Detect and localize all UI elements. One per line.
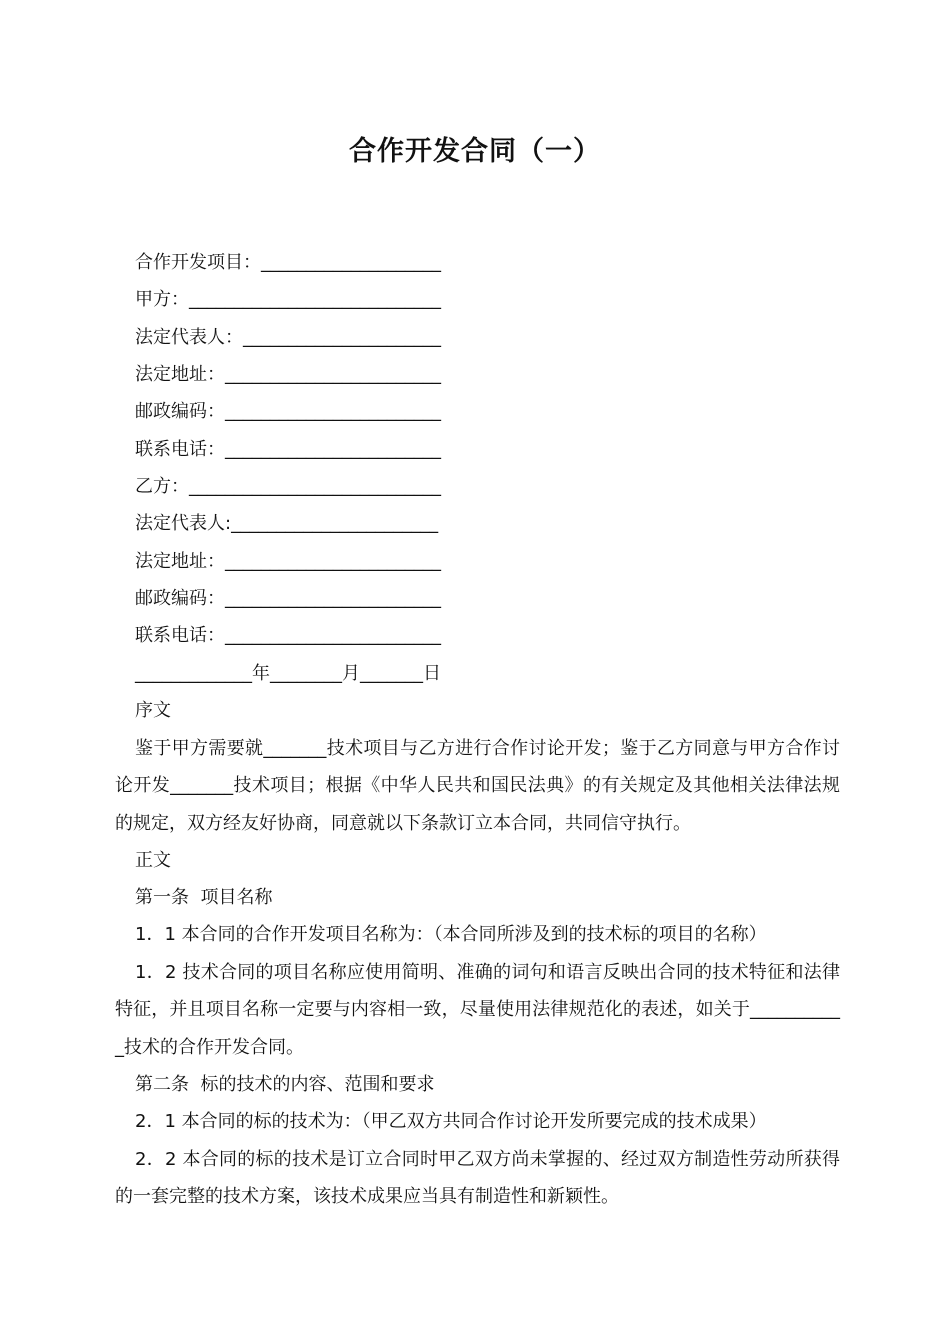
document-title: 合作开发合同（一） — [349, 136, 601, 167]
field-party-a-phone: 联系电话：________________________ — [135, 439, 441, 460]
article-1-heading: 第一条 项目名称 — [135, 887, 273, 908]
article-1-2: 1．2 技术合同的项目名称应使用简明、准确的词句和语言反映出合同的技术特征和法律特征，并且项目名称一定要与内容相一致，尽量使用法律规范化的表述，如关于___________技术的合作开发合同。 — [115, 962, 840, 1058]
field-project: 合作开发项目：____________________ — [135, 252, 441, 273]
article-2-1: 2．1 本合同的标的技术为：（甲乙双方共同合作讨论开发所要完成的技术成果） — [135, 1111, 767, 1132]
date-line: _____________年________月_______日 — [135, 663, 441, 684]
field-party-b-address: 法定地址：________________________ — [135, 551, 441, 572]
field-party-a-representative: 法定代表人：______________________ — [135, 327, 441, 348]
preface-paragraph: 鉴于甲方需要就_______技术项目与乙方进行合作讨论开发；鉴于乙方同意与甲方合作讨论开发_______技术项目；根据《中华人民共和国民法典》的有关规定及其他相关法律法规的规定，双方经友好协商，同意就以下条款订立本合同，共同信守执行。 — [115, 738, 840, 834]
field-party-a-address: 法定地址：________________________ — [135, 364, 441, 385]
article-2-2: 2．2 本合同的标的技术是订立合同时甲乙双方尚未掌握的、经过双方制造性劳动所获得的一套完整的技术方案，该技术成果应当具有制造性和新颖性。 — [115, 1149, 840, 1208]
article-1-1: 1．1 本合同的合作开发项目名称为：（本合同所涉及到的技术标的项目的名称） — [135, 924, 767, 945]
field-party-b: 乙方：____________________________ — [135, 476, 441, 497]
field-party-a: 甲方：____________________________ — [135, 289, 441, 310]
body-heading: 正文 — [135, 850, 171, 871]
field-party-b-phone: 联系电话：________________________ — [135, 625, 441, 646]
article-2-heading: 第二条 标的技术的内容、范围和要求 — [135, 1074, 435, 1095]
field-party-a-postcode: 邮政编码：________________________ — [135, 401, 441, 422]
field-party-b-representative: 法定代表人:_______________________ — [135, 513, 439, 534]
preface-heading: 序文 — [135, 700, 171, 721]
field-party-b-postcode: 邮政编码：________________________ — [135, 588, 441, 609]
